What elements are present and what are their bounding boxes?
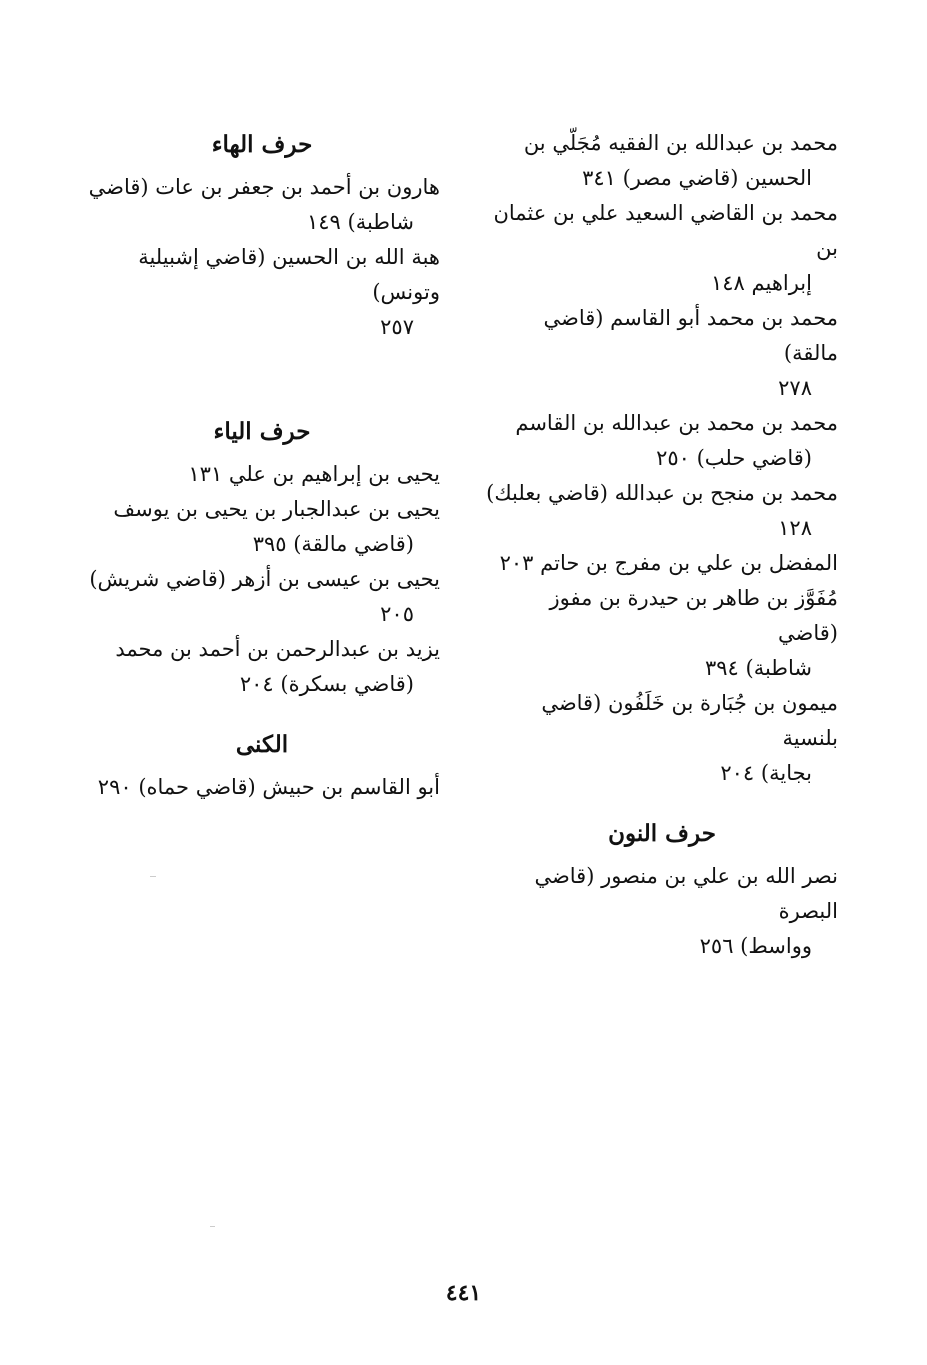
entry-first-line: يحيى بن عيسى بن أزهر (قاضي شريش)	[89, 567, 440, 591]
entry-first-line: يحيى بن عبدالجبار بن يحيى بن يوسف	[113, 497, 440, 521]
scan-speck	[150, 876, 156, 877]
entry-first-line: محمد بن محمد أبو القاسم (قاضي مالقة)	[543, 306, 838, 365]
entry-continuation: (قاضي بسكرة) ٢٠٤	[239, 672, 414, 696]
entry-first-line: المفضل بن علي بن مفرج بن حاتم ٢٠٣	[499, 551, 838, 575]
section-heading-ya: حرف الياء	[213, 418, 311, 445]
entry-continuation: ١٢٨	[778, 516, 812, 540]
section-spacer	[84, 345, 440, 413]
section-spacer	[84, 702, 440, 726]
entry-first-line: يحيى بن إبراهيم بن علي ١٣١	[188, 462, 440, 486]
index-entry	[486, 859, 838, 964]
entry-continuation: بجاية) ٢٠٤	[720, 761, 812, 785]
scan-speck	[210, 1226, 215, 1227]
index-entry	[486, 406, 838, 476]
index-entry	[486, 126, 838, 196]
index-entry	[486, 546, 838, 581]
entry-continuation: ٢٥٧	[380, 315, 414, 339]
index-entry	[486, 196, 838, 301]
entry-continuation: شاطبة) ٣٩٤	[704, 656, 812, 680]
index-entry	[486, 581, 838, 686]
entry-first-line: نصر الله بن علي بن منصور (قاضي البصرة	[534, 864, 838, 923]
entry-first-line: محمد بن عبدالله بن الفقيه مُجَلّي بن	[523, 131, 838, 155]
index-entry	[84, 632, 440, 702]
index-entry	[486, 686, 838, 791]
section-heading-nun: حرف النون	[608, 820, 716, 847]
entry-first-line: ميمون بن جُبَارة بن خَلَفُون (قاضي بلنسية	[541, 691, 838, 750]
entry-continuation: إبراهيم ١٤٨	[710, 271, 812, 295]
entry-first-line: محمد بن منجح بن عبدالله (قاضي بعلبك)	[486, 481, 838, 505]
index-entry	[84, 770, 440, 805]
entry-continuation: وواسط) ٢٥٦	[699, 934, 812, 958]
page-number: ٤٤١	[445, 1280, 482, 1306]
entry-first-line: محمد بن محمد بن عبدالله بن القاسم	[515, 411, 838, 435]
entry-first-line: أبو القاسم بن حبيش (قاضي حماه) ٢٩٠	[97, 775, 440, 799]
index-entry	[84, 492, 440, 562]
index-entry	[84, 240, 440, 345]
entry-first-line: هبة الله بن الحسين (قاضي إشبيلية وتونس)	[138, 245, 440, 304]
entry-continuation: (قاضي مالقة) ٣٩٥	[252, 532, 414, 556]
index-entry	[84, 562, 440, 632]
index-column-left	[84, 126, 440, 805]
section-heading-kuna: الكنى	[235, 731, 289, 758]
entry-first-line: يزيد بن عبدالرحمن بن أحمد بن محمد	[115, 637, 440, 661]
entry-continuation: ٢٧٨	[778, 376, 812, 400]
entry-continuation: (قاضي حلب) ٢٥٠	[656, 446, 812, 470]
entry-continuation: ٢٠٥	[380, 602, 414, 626]
section-spacer	[486, 791, 838, 815]
entry-first-line: مُفَوَّز بن طاهر بن حيدرة بن مفوز (قاضي	[549, 586, 838, 645]
index-entry	[84, 457, 440, 492]
index-column-right	[486, 126, 838, 964]
section-heading-ha: حرف الهاء	[211, 131, 313, 158]
entry-continuation: شاطبة) ١٤٩	[306, 210, 414, 234]
entry-first-line: هارون بن أحمد بن جعفر بن عات (قاضي	[88, 175, 440, 199]
index-entry	[486, 301, 838, 406]
index-entry	[84, 170, 440, 240]
entry-first-line: محمد بن القاضي السعيد علي بن عثمان بن	[493, 201, 838, 260]
index-entry	[486, 476, 838, 546]
entry-continuation: الحسين (قاضي مصر) ٣٤١	[582, 166, 812, 190]
